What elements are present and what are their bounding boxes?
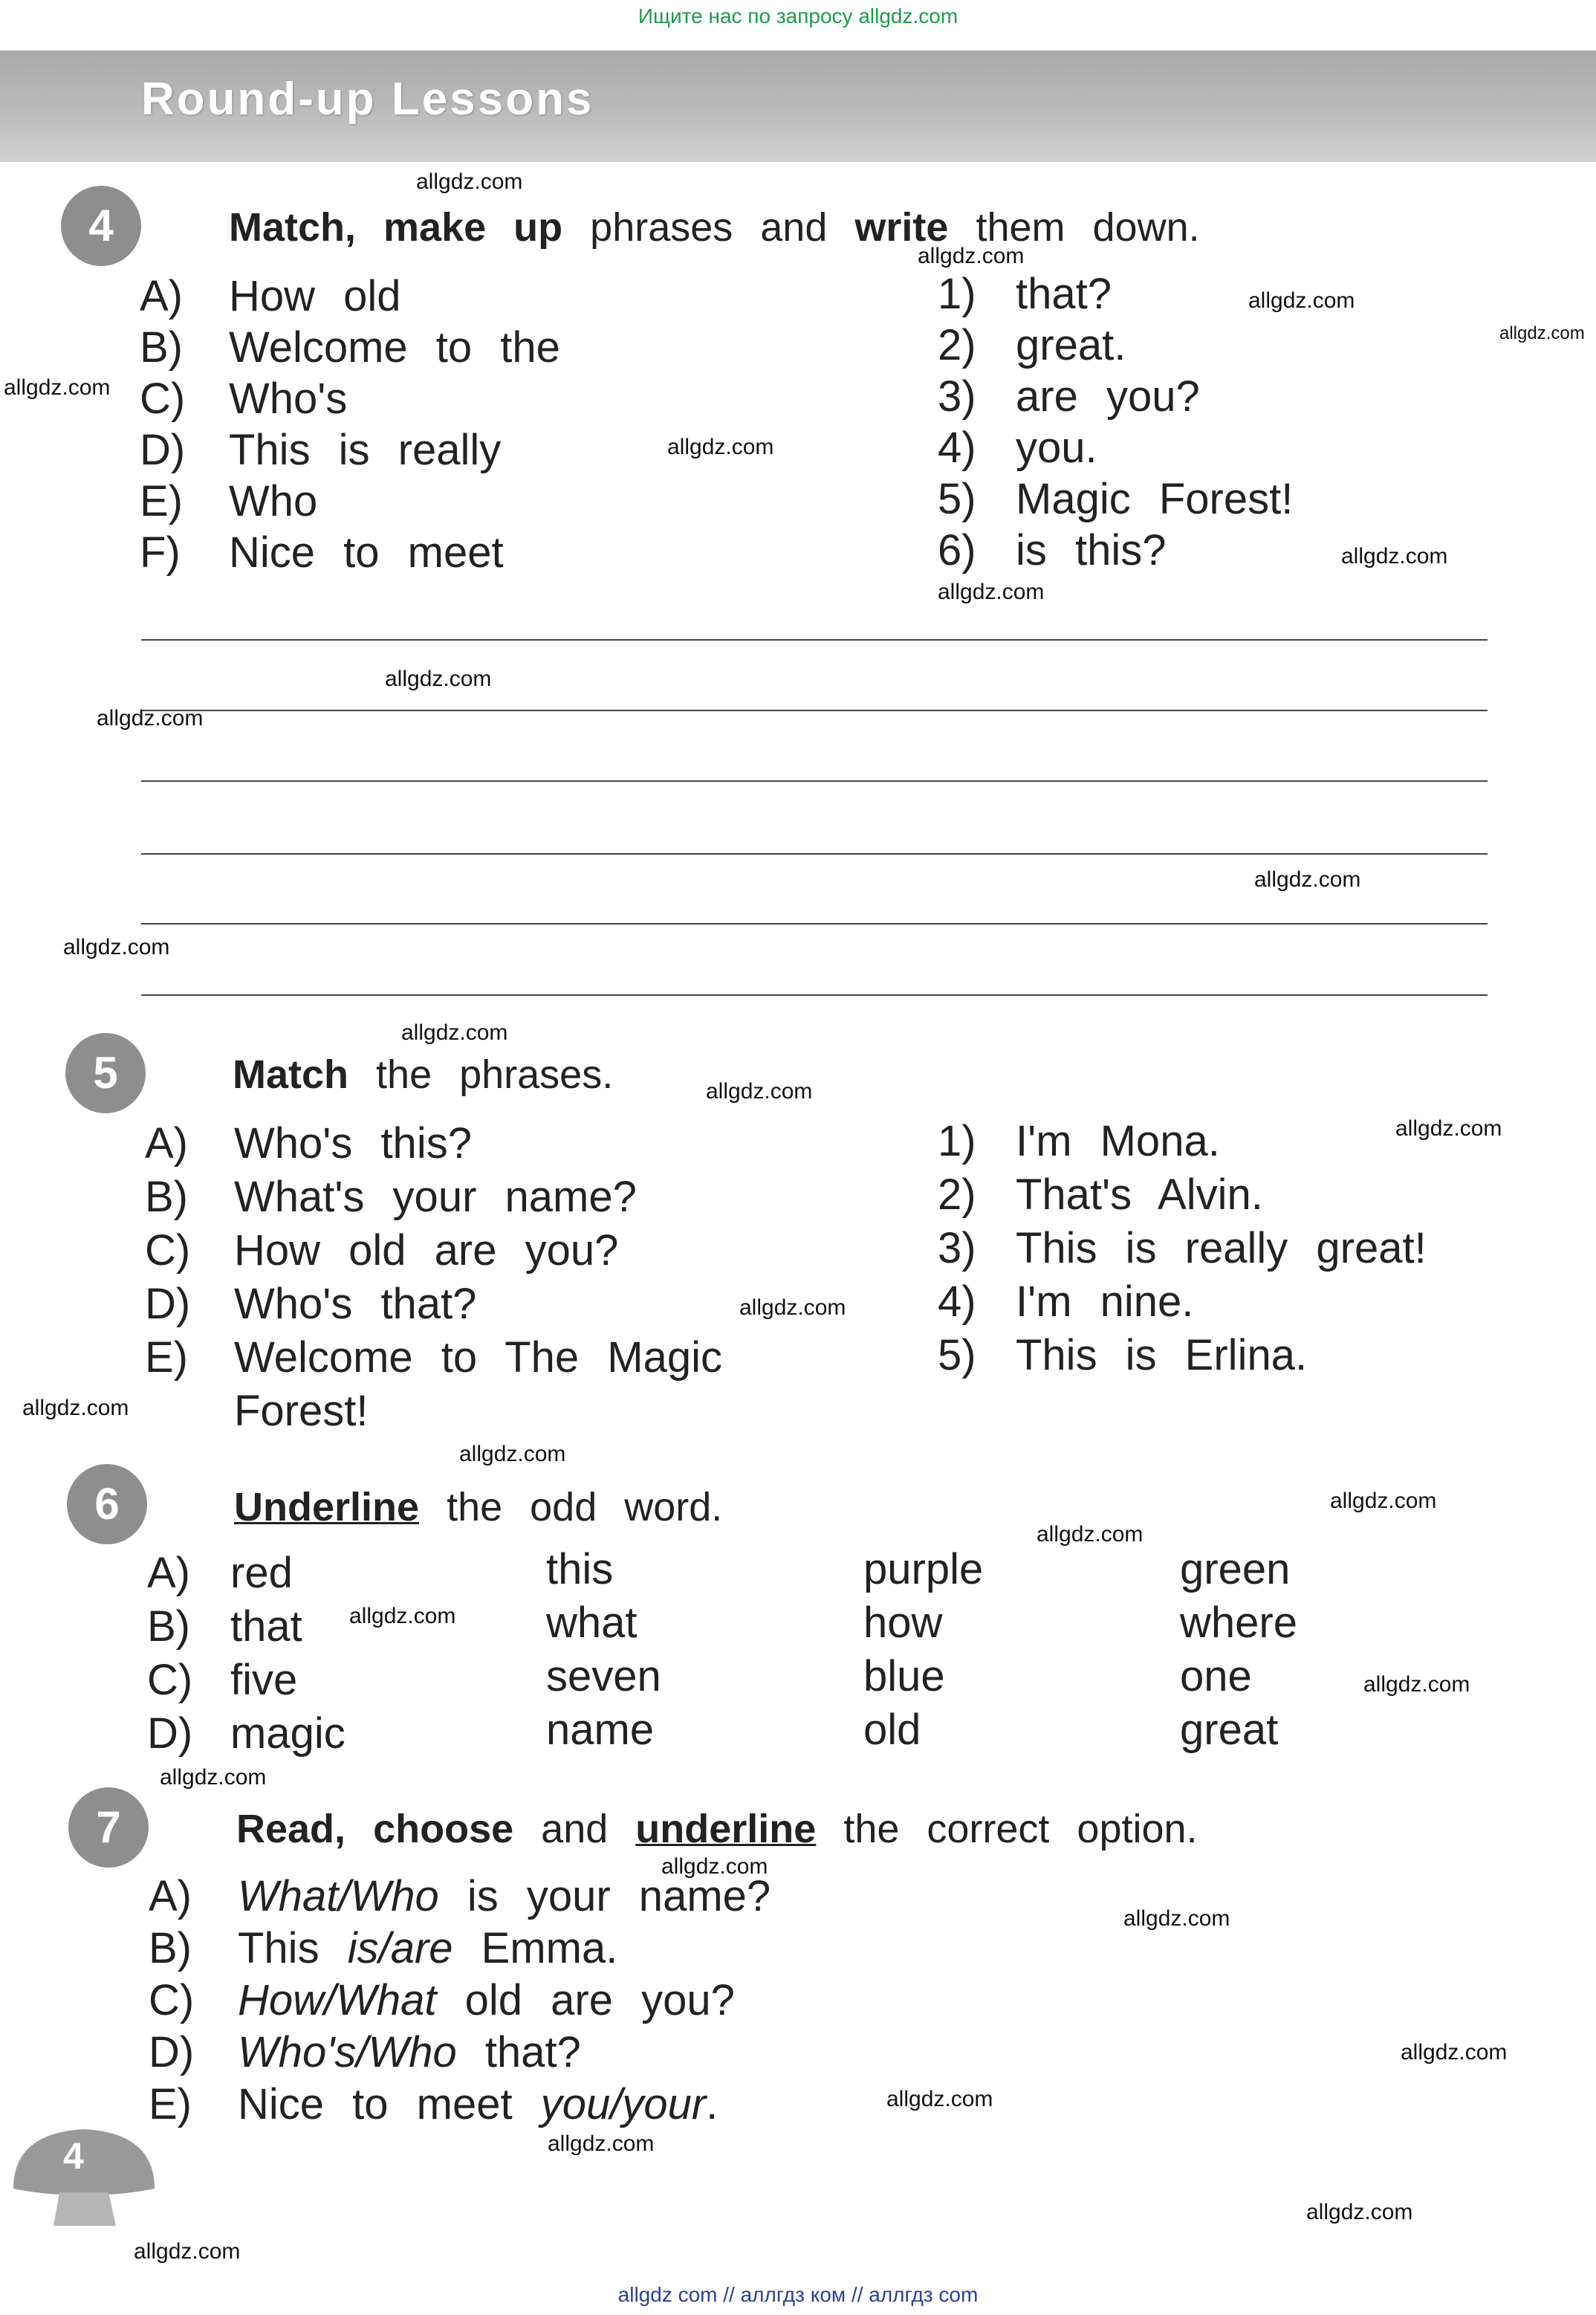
answer-line[interactable] xyxy=(141,853,1488,855)
watermark: allgdz.com xyxy=(1254,867,1361,892)
answer-line[interactable] xyxy=(141,780,1488,782)
ex6-word[interactable]: five xyxy=(230,1656,298,1704)
watermark: allgdz.com xyxy=(1341,544,1448,569)
ex4-left-item: A) How old xyxy=(140,272,401,320)
answer-line[interactable] xyxy=(141,994,1488,996)
ex4-right-item: 5) Magic Forest! xyxy=(938,475,1294,523)
watermark: allgdz.com xyxy=(886,2087,993,2111)
watermark: allgdz.com xyxy=(1306,2200,1413,2224)
exercise-number-5: 5 xyxy=(65,1033,146,1113)
watermark: allgdz.com xyxy=(706,1079,813,1104)
ex4-right-item: 3) are you? xyxy=(938,372,1200,421)
watermark: allgdz.com xyxy=(661,1854,768,1879)
mushroom-icon xyxy=(6,2118,162,2230)
ex4-left-item: C) Who's xyxy=(140,375,348,423)
option-choice[interactable]: Who's/Who xyxy=(238,2028,457,2076)
ex5-right-item: 5) This is Erlina. xyxy=(938,1331,1308,1379)
ex6-word[interactable]: old xyxy=(863,1706,921,1754)
answer-line[interactable] xyxy=(141,710,1488,711)
bottom-promo-note: allgdz com // аллгдз ком // аллгдз com xyxy=(617,2283,979,2306)
ex4-right-item: 4) you. xyxy=(938,424,1097,472)
exercise-4-instruction: Match, make up phrases and write them down. xyxy=(229,205,1200,250)
watermark: allgdz.com xyxy=(1363,1672,1470,1697)
ex6-word[interactable]: great xyxy=(1180,1706,1279,1754)
ex6-row-letter: A) xyxy=(147,1549,190,1597)
ex6-word[interactable]: where xyxy=(1180,1599,1297,1647)
watermark: allgdz.com xyxy=(459,1442,566,1466)
watermark: allgdz.com xyxy=(739,1295,846,1320)
watermark: allgdz.com xyxy=(1395,1116,1502,1141)
ex6-word[interactable]: that xyxy=(230,1602,302,1651)
ex6-word[interactable]: this xyxy=(546,1545,614,1593)
ex7-item: B) This is/are Emma. xyxy=(149,1924,618,1972)
ex4-right-item: 1) that? xyxy=(938,270,1112,318)
ex6-word[interactable]: how xyxy=(863,1599,943,1647)
watermark: allgdz.com xyxy=(134,2239,241,2264)
ex6-row-letter: D) xyxy=(147,1709,193,1758)
ex5-right-item: 1) I'm Mona. xyxy=(938,1117,1220,1165)
watermark: allgdz.com xyxy=(548,2131,655,2156)
ex6-word[interactable]: seven xyxy=(546,1652,661,1700)
watermark: allgdz.com xyxy=(349,1604,456,1628)
watermark: allgdz.com xyxy=(1037,1522,1144,1547)
watermark: allgdz.com xyxy=(22,1396,129,1420)
ex7-item: E) Nice to meet you/your. xyxy=(149,2080,718,2128)
watermark: allgdz.com xyxy=(1401,2040,1508,2065)
top-promo-note: Ищите нас по запросу allgdz.com xyxy=(638,4,958,27)
watermark: allgdz.com xyxy=(1123,1906,1230,1931)
ex5-left-item: A) Who's this? xyxy=(145,1119,472,1168)
watermark: allgdz.com xyxy=(918,244,1025,268)
ex7-item: A) What/Who is your name? xyxy=(149,1872,771,1920)
ex6-word[interactable]: purple xyxy=(863,1545,984,1593)
exercise-number-7: 7 xyxy=(68,1787,149,1868)
exercise-number-4: 4 xyxy=(61,186,141,266)
ex5-right-item: 4) I'm nine. xyxy=(938,1278,1194,1326)
watermark: allgdz.com xyxy=(667,435,774,459)
exercise-5-instruction: Match the phrases. xyxy=(233,1052,614,1097)
watermark: allgdz.com xyxy=(416,169,523,194)
watermark: allgdz.com xyxy=(938,580,1045,604)
option-choice[interactable]: What/Who xyxy=(238,1872,439,1920)
ex4-left-item: B) Welcome to the xyxy=(140,323,560,372)
option-choice[interactable]: is/are xyxy=(347,1924,453,1972)
ex6-word[interactable]: green xyxy=(1180,1545,1291,1593)
option-choice[interactable]: How/What xyxy=(238,1976,437,2024)
ex4-left-item: E) Who xyxy=(140,477,318,525)
watermark: allgdz.com xyxy=(1499,323,1585,343)
exercise-number-6: 6 xyxy=(67,1464,147,1544)
exercise-7-instruction: Read, choose and underline the correct option. xyxy=(236,1807,1198,1851)
watermark: allgdz.com xyxy=(63,935,170,959)
ex4-left-item: D) This is really xyxy=(140,426,502,474)
ex7-item: D) Who's/Who that? xyxy=(149,2028,581,2076)
option-choice[interactable]: you/your xyxy=(540,2080,707,2128)
ex6-row-letter: B) xyxy=(147,1602,190,1651)
exercise-6-instruction: Underline the odd word. xyxy=(234,1485,723,1529)
watermark: allgdz.com xyxy=(1248,288,1355,313)
ex5-left-item: C) How old are you? xyxy=(145,1226,619,1275)
ex5-right-item: 3) This is really great! xyxy=(938,1224,1427,1272)
ex4-left-item: F) Nice to meet xyxy=(140,528,504,577)
ex7-item: C) How/What old are you? xyxy=(149,1976,735,2024)
watermark: allgdz.com xyxy=(385,667,492,691)
ex6-word[interactable]: what xyxy=(546,1599,638,1647)
page-number: 4 xyxy=(63,2135,84,2177)
ex5-left-item: E) Welcome to The Magic xyxy=(145,1333,722,1382)
ex6-word[interactable]: red xyxy=(230,1549,293,1597)
watermark: allgdz.com xyxy=(401,1020,508,1045)
ex4-right-item: 6) is this? xyxy=(938,526,1167,574)
ex6-word[interactable]: name xyxy=(546,1706,655,1754)
watermark: allgdz.com xyxy=(97,706,204,731)
ex5-left-item: D) Who's that? xyxy=(145,1280,477,1328)
answer-line[interactable] xyxy=(141,923,1488,925)
watermark: allgdz.com xyxy=(4,375,111,400)
ex6-row-letter: C) xyxy=(147,1656,193,1704)
ex4-right-item: 2) great. xyxy=(938,321,1126,369)
ex6-word[interactable]: blue xyxy=(863,1652,945,1700)
ex5-left-item-continued: Forest! xyxy=(234,1387,369,1435)
watermark: allgdz.com xyxy=(1330,1489,1437,1513)
watermark: allgdz.com xyxy=(160,1765,267,1790)
ex6-word[interactable]: magic xyxy=(230,1709,346,1758)
answer-line[interactable] xyxy=(141,639,1488,641)
ex6-word[interactable]: one xyxy=(1180,1652,1252,1700)
ex5-left-item: B) What's your name? xyxy=(145,1173,637,1221)
ex5-right-item: 2) That's Alvin. xyxy=(938,1171,1263,1219)
page-title: Round-up Lessons xyxy=(141,74,594,125)
